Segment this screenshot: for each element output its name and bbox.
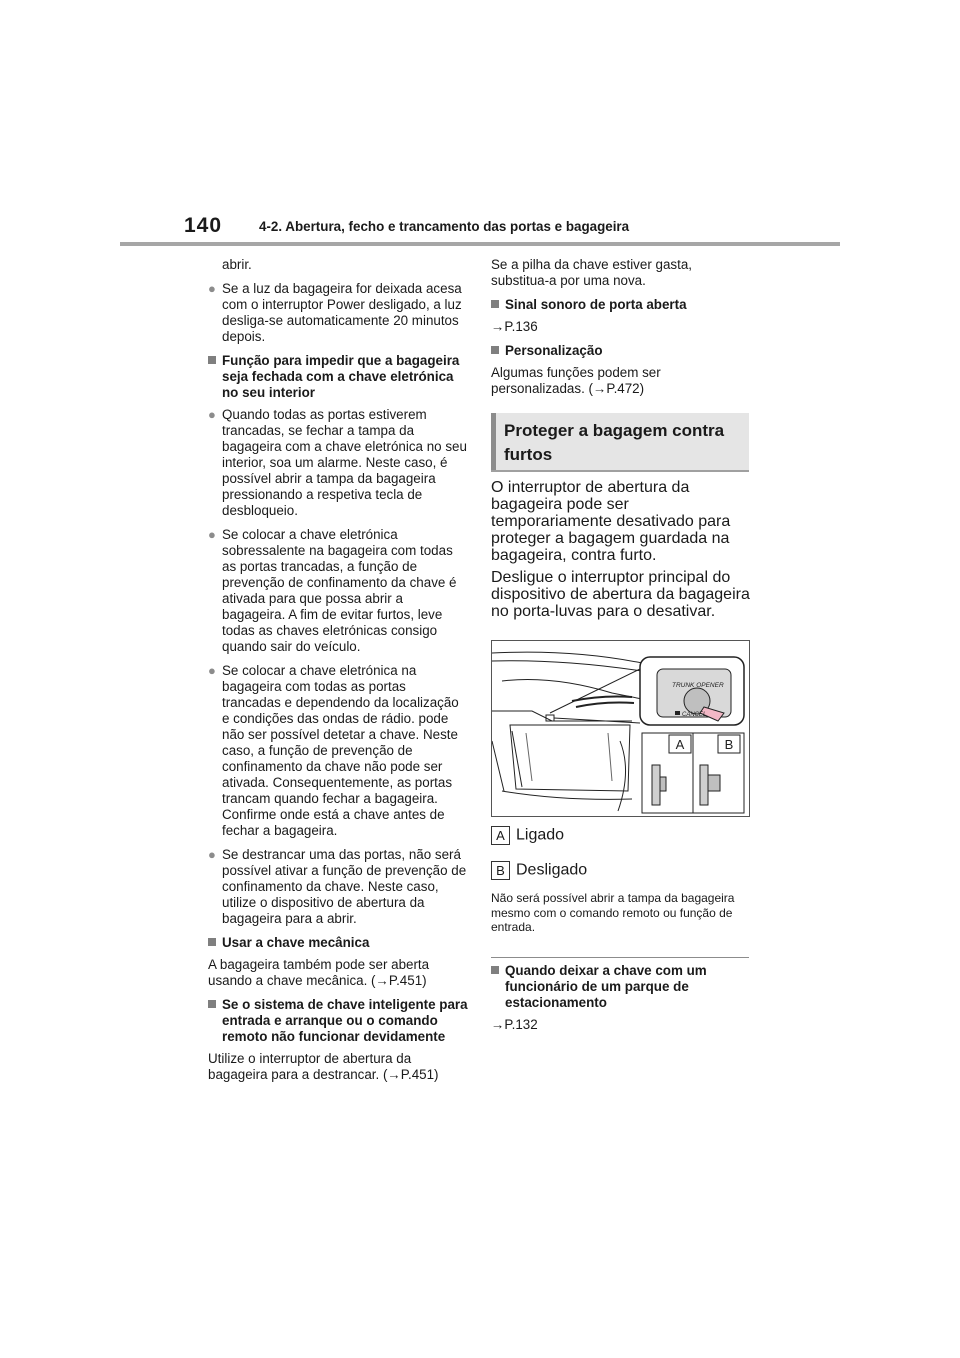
marker-b: B: [724, 737, 734, 752]
heading-smart-key-failure: Se o sistema de chave inteligente para entrada e arranque ou o comando remoto não funcionar devidamente: [208, 997, 468, 1045]
text-battery: Se a pilha da chave estiver gasta, substitua-a por uma nova.: [491, 257, 692, 288]
bullet-unlock-door: ● Se destrancar uma das portas, não será possível ativar a função de prevenção de confinamento da chave. Neste caso, utilize o dispositivo de abertura da bagageira para a abrir.: [208, 847, 468, 927]
bullet-spare-key: ● Se colocar a chave eletrónica sobressalente na bagageira com todas as portas trancadas, a função de prevenção de confinamento da chave é ativada para que possa abrir a bagageira. A fim de evitar furtos, leve todas as chaves eletrónicas consigo quando sair do veículo.: [208, 527, 468, 655]
glovebox-drawing: [492, 641, 749, 816]
legend-marker-b: B: [491, 861, 510, 880]
bullet-light-off: ● Se a luz da bagageira for deixada acesa com o interruptor Power desligado, a luz desliga-se automaticamente 20 minutos depois.: [208, 281, 468, 345]
header-rule: [120, 242, 840, 246]
glovebox-illustration: [491, 640, 750, 817]
right-column-bottom: [491, 963, 749, 1041]
text-customization: Algumas funções podem ser personalizadas. (→P.472): [491, 365, 661, 396]
intro-paragraph-2: Desligue o interruptor principal do dispositivo de abertura da bagageira no porta-luvas para o desativar.: [491, 569, 750, 620]
left-column: [208, 257, 468, 1091]
legend-b: [491, 861, 587, 880]
section-title: Proteger a bagagem contra furtos: [504, 421, 725, 464]
ref-p132: →P.132: [491, 1017, 538, 1032]
legend-label-b: Desligado: [516, 861, 588, 879]
heading-door-open-buzzer: Sinal sonoro de porta aberta: [491, 297, 749, 313]
legend-a: [491, 826, 564, 845]
switch-label-top: TRUNK OPENER: [672, 682, 724, 689]
continuation-text: abrir.: [222, 257, 252, 272]
heading-mechanical-key: Usar a chave mecânica: [208, 935, 468, 951]
title-rule: [491, 470, 749, 472]
marker-a: A: [675, 737, 685, 752]
heading-key-lock-prevention: Função para impedir que a bagageira seja fechada com a chave eletrónica no seu interior: [208, 353, 468, 401]
note-rule: [491, 957, 749, 958]
legend-marker-a: A: [491, 826, 510, 845]
title-accent-bar: [491, 413, 496, 470]
ref-p136: →P.136: [491, 319, 538, 334]
figure-note: Não será possível abrir a tampa da bagageira mesmo com o comando remoto ou função de entrada.: [491, 891, 735, 934]
bullet-alarm: ● Quando todas as portas estiverem trancadas, se fechar a tampa da bagageira com a chave eletrónica no seu interior, soa um alarme. Neste caso, é possível abrir a tampa da bagageira pressionando a respetiva tecla de desbloqueio.: [208, 407, 468, 519]
intro-text: [491, 479, 751, 625]
section-header: 4-2. Abertura, fecho e trancamento das portas e bagageira: [259, 219, 630, 234]
text-mechanical-key: A bagageira também pode ser aberta usando a chave mecânica. (→P.451): [208, 957, 430, 988]
switch-label-bottom: CANCEL: [682, 712, 707, 718]
intro-paragraph-1: O interruptor de abertura da bagageira pode ser temporariamente desativado para proteger a bagagem guardada na bagageira, contra furto.: [491, 479, 731, 564]
bullet-radio-waves: ● Se colocar a chave eletrónica na bagageira com todas as portas trancadas e dependendo da localização e condições das ondas de rádio. pode não ser possível detetar a chave. Neste caso, a função de prevenção de confinamento da chave não pode ser ativada. Consequentemente, as portas trancam quando fechar a bagageira. Confirme onde está a chave antes de fechar a bagageira.: [208, 663, 468, 839]
right-column-top: [491, 257, 749, 405]
heading-customization: Personalização: [491, 343, 749, 359]
legend-label-a: Ligado: [516, 826, 565, 844]
text-smart-key-failure: Utilize o interruptor de abertura da bagageira para a destrancar. (→P.451): [208, 1051, 439, 1082]
heading-valet-parking: Quando deixar a chave com um funcionário de um parque de estacionamento: [491, 963, 749, 1011]
section-title-box: [491, 413, 749, 470]
page-number: 140: [184, 214, 223, 237]
